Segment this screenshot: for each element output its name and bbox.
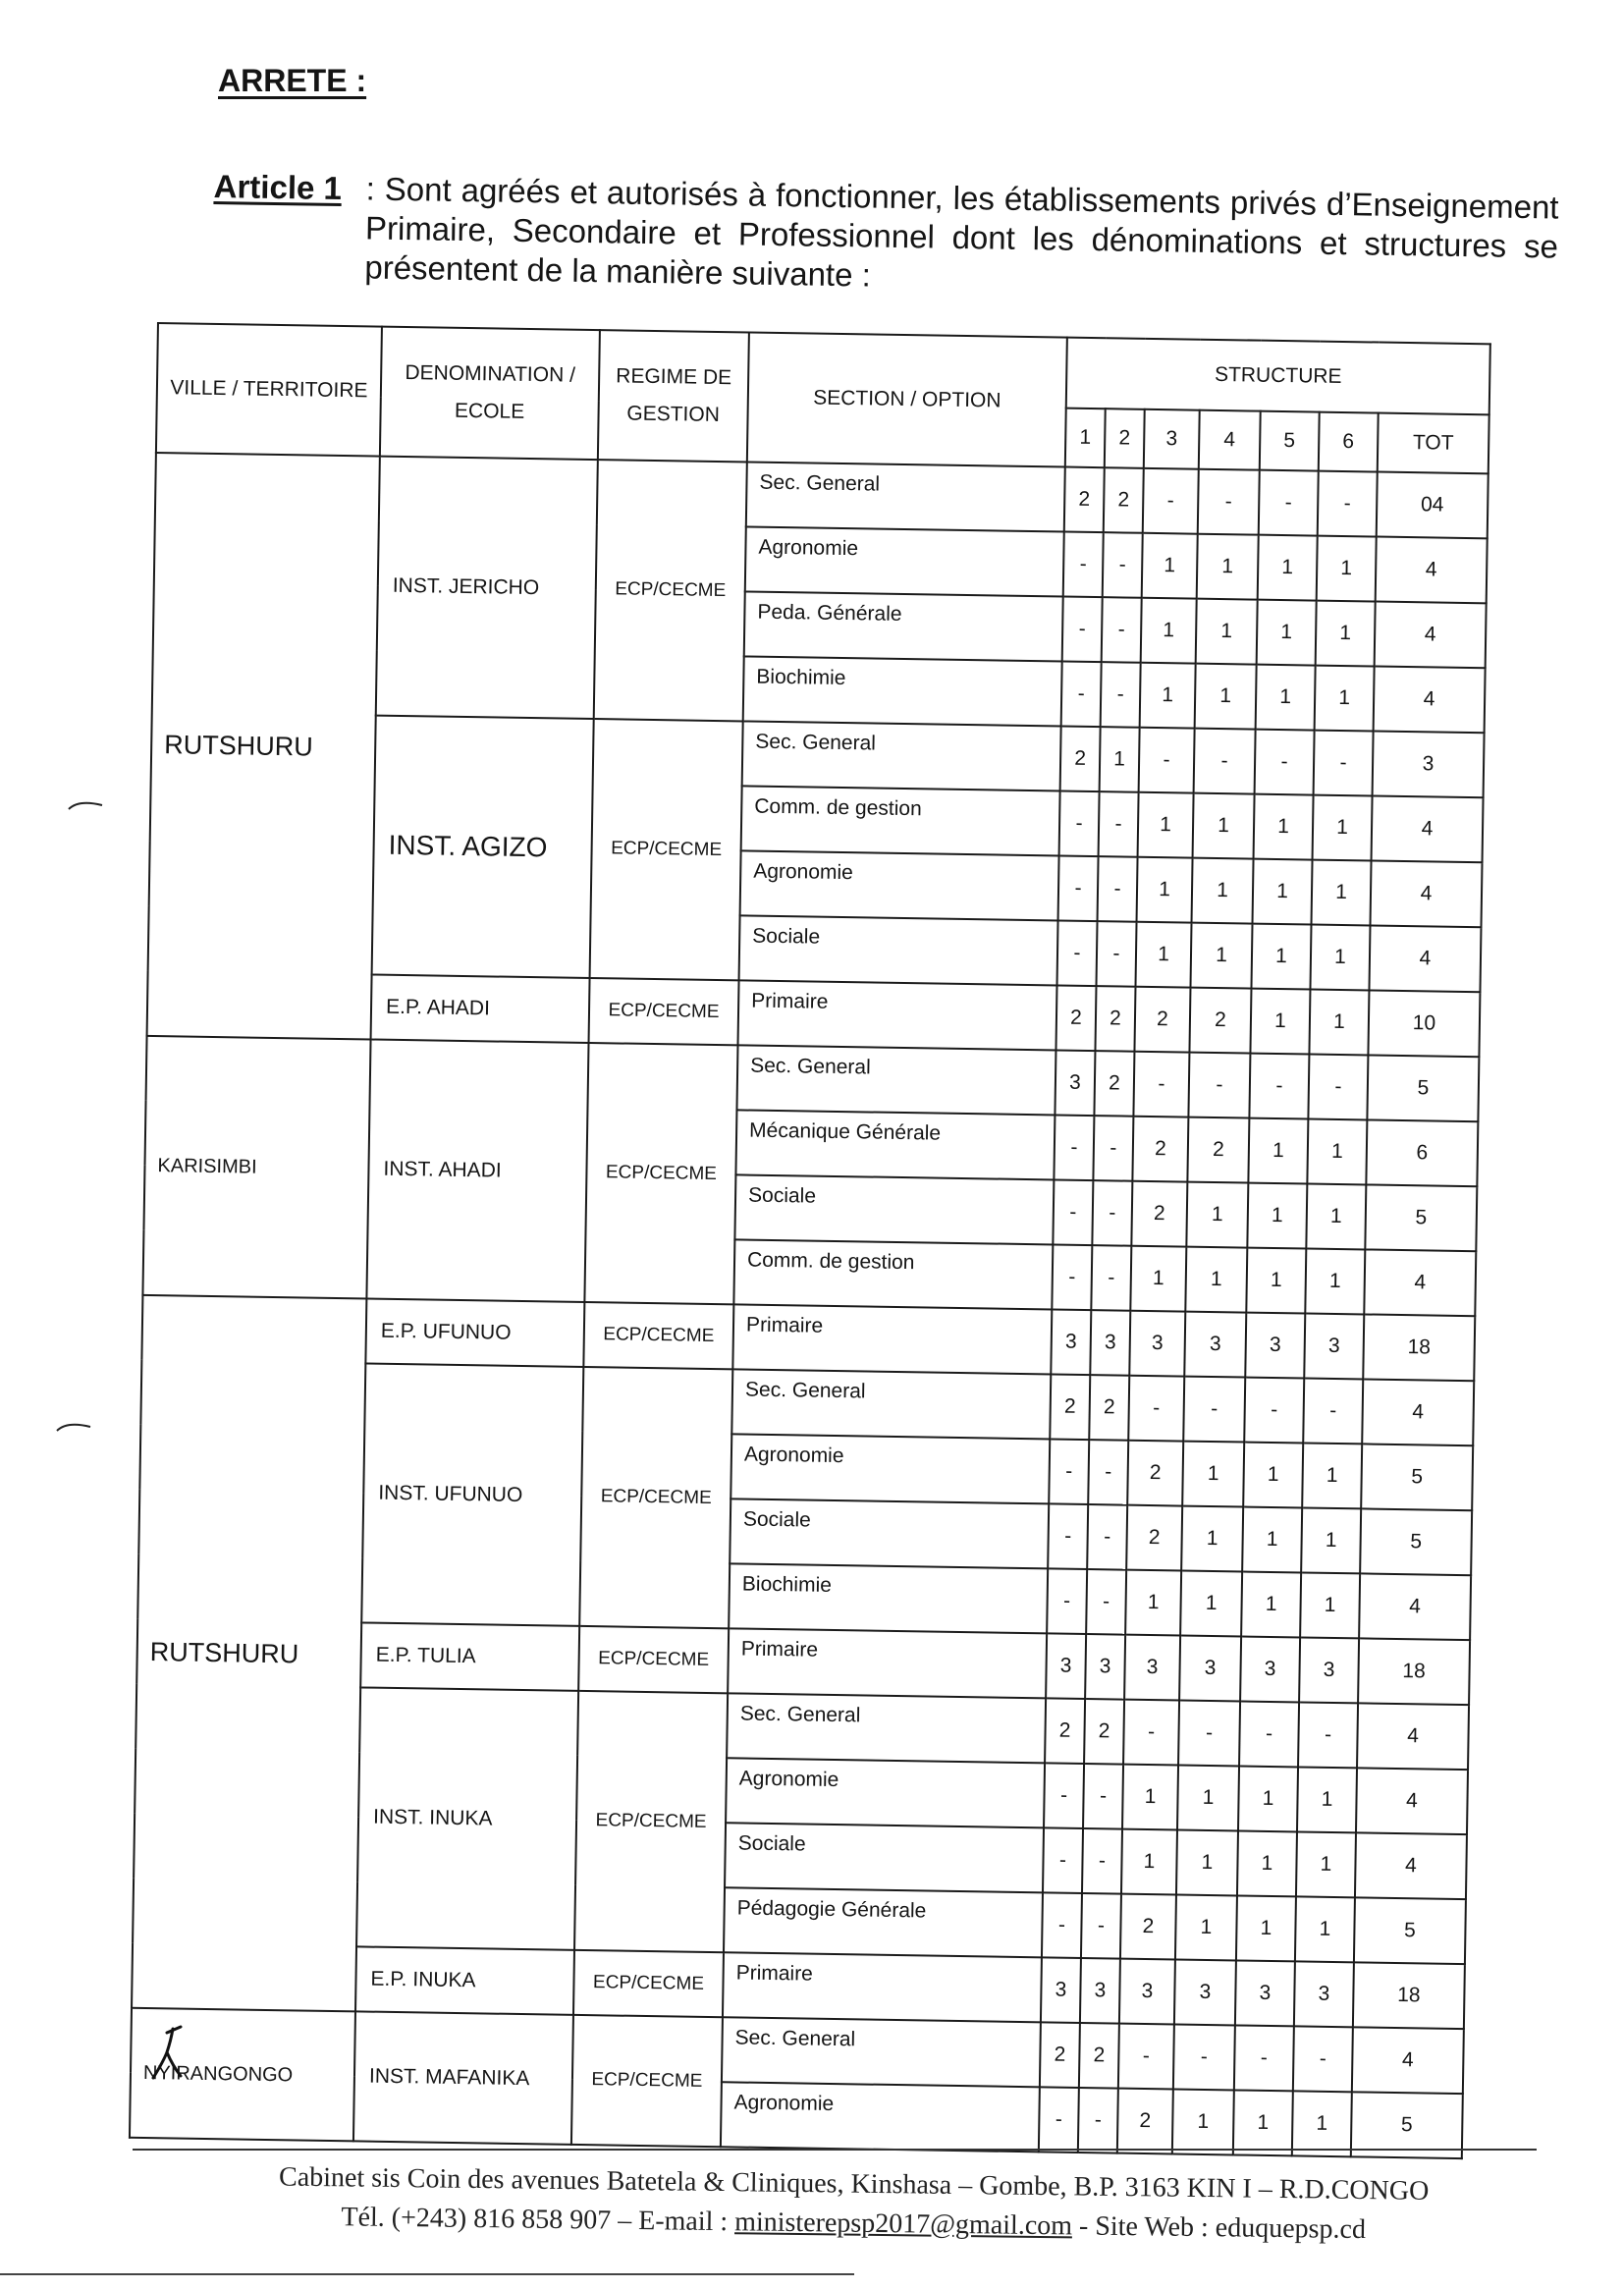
regime-cell: ECP/CECME xyxy=(590,719,743,980)
structure-cell: - xyxy=(1298,1702,1358,1768)
structure-cell: - xyxy=(1092,1180,1132,1246)
structure-cell: 3 xyxy=(1129,1311,1185,1377)
structure-cell: - xyxy=(1083,1764,1123,1829)
structure-cell: 1 xyxy=(1140,663,1196,729)
structure-cell: 1 xyxy=(1142,533,1198,599)
section-cell: Agronomie xyxy=(731,1434,1050,1503)
structure-cell: - xyxy=(1053,1179,1093,1245)
article-label: Article 1 xyxy=(213,167,343,207)
structure-cell: 2 xyxy=(1094,1051,1134,1117)
section-cell: Primaire xyxy=(738,980,1057,1050)
structure-cell: 1 xyxy=(1182,1442,1244,1507)
ville-cell: KARISIMBI xyxy=(142,1036,370,1299)
total-cell: 3 xyxy=(1373,732,1485,798)
regime-cell: ECP/CECME xyxy=(573,1950,724,2017)
header-structure: STRUCTURE xyxy=(1066,338,1490,415)
section-cell: Primaire xyxy=(732,1304,1052,1374)
total-cell: 6 xyxy=(1366,1119,1478,1186)
structure-cell: - xyxy=(1058,855,1099,921)
structure-cell: - xyxy=(1042,1892,1082,1958)
section-cell: Sociale xyxy=(734,1174,1054,1244)
structure-cell: 1 xyxy=(1135,922,1191,988)
table-header xyxy=(156,323,1490,473)
regime-cell: ECP/CECME xyxy=(578,1626,729,1693)
total-cell: 04 xyxy=(1377,472,1489,539)
section-cell: Agronomie xyxy=(740,850,1059,920)
total-cell: 5 xyxy=(1365,1184,1477,1251)
header-col-3: 3 xyxy=(1144,409,1200,469)
structure-cell: 3 xyxy=(1090,1310,1130,1376)
section-cell: Sociale xyxy=(725,1823,1044,1892)
structure-cell: 1 xyxy=(1125,1570,1181,1636)
total-cell: 4 xyxy=(1374,667,1486,734)
ville-cell: RUTSHURU xyxy=(132,1295,366,2011)
structure-cell: - xyxy=(1173,2024,1235,2090)
regime-cell: ECP/CECME xyxy=(594,460,747,721)
total-cell: 4 xyxy=(1371,860,1483,927)
structure-cell: 3 xyxy=(1051,1309,1091,1375)
section-cell: Sec. General xyxy=(722,2017,1041,2087)
total-cell: 18 xyxy=(1353,1962,1465,2029)
structure-cell: - xyxy=(1099,791,1139,857)
structure-cell: 1 xyxy=(1247,1183,1307,1249)
footer-tel: Tél. (+243) 816 858 907 – E-mail : xyxy=(341,2202,735,2238)
structure-cell: - xyxy=(1103,532,1143,598)
structure-cell: 1 xyxy=(1312,860,1372,926)
structure-cell: 1 xyxy=(1172,2089,1234,2154)
header-col-6: 6 xyxy=(1319,412,1379,472)
structure-cell: 1 xyxy=(1192,858,1254,924)
structure-cell: 3 xyxy=(1124,1635,1180,1701)
section-cell: Mécanique Générale xyxy=(735,1110,1055,1179)
structure-cell: - xyxy=(1178,1701,1240,1767)
header-section: SECTION / OPTION xyxy=(747,332,1067,466)
handwritten-signature xyxy=(147,2023,226,2082)
total-cell: 18 xyxy=(1363,1314,1475,1381)
structure-cell: - xyxy=(1078,2088,1118,2153)
structure-cell: 1 xyxy=(1190,923,1252,989)
structure-cell: - xyxy=(1183,1377,1245,1443)
schools-table xyxy=(129,322,1491,2159)
structure-cell: 1 xyxy=(1196,599,1258,665)
structure-cell: 1 xyxy=(1307,1119,1367,1185)
regime-cell: ECP/CECME xyxy=(584,1043,737,1304)
structure-cell: 1 xyxy=(1257,600,1317,666)
structure-cell: - xyxy=(1128,1376,1184,1442)
footer-site: - Site Web : eduquepsp.cd xyxy=(1071,2210,1367,2246)
structure-cell: 1 xyxy=(1306,1184,1366,1250)
section-cell: Agronomie xyxy=(745,526,1064,596)
structure-cell: 1 xyxy=(1256,665,1316,731)
structure-cell: 1 xyxy=(1248,1118,1308,1184)
header-col-5: 5 xyxy=(1260,411,1320,471)
structure-cell: - xyxy=(1091,1245,1131,1311)
structure-cell: 1 xyxy=(1296,1831,1356,1897)
regime-cell: ECP/CECME xyxy=(571,2015,723,2147)
total-cell: 4 xyxy=(1352,2027,1464,2094)
structure-cell: 1 xyxy=(1122,1765,1178,1830)
structure-cell: 2 xyxy=(1131,1181,1187,1247)
structure-cell: 1 xyxy=(1243,1443,1303,1508)
structure-cell: - xyxy=(1087,1504,1127,1570)
ville-cell: NYIRANGONGO xyxy=(130,2008,355,2142)
section-cell: Sociale xyxy=(739,915,1058,985)
margin-tick-mark xyxy=(67,797,106,813)
structure-cell: - xyxy=(1043,1827,1083,1893)
structure-cell: 1 xyxy=(1251,924,1311,990)
structure-cell: 3 xyxy=(1299,1637,1359,1703)
structure-cell: 1 xyxy=(1300,1572,1360,1638)
structure-cell: - xyxy=(1047,1568,1087,1634)
structure-cell: - xyxy=(1054,1115,1094,1180)
total-cell: 5 xyxy=(1351,2092,1463,2158)
structure-cell: - xyxy=(1101,662,1141,728)
structure-cell: 1 xyxy=(1175,1895,1237,1961)
structure-cell: 3 xyxy=(1304,1313,1364,1379)
school-name-cell: E.P. UFUNUO xyxy=(365,1298,584,1366)
structure-cell: - xyxy=(1244,1378,1304,1444)
structure-cell: 1 xyxy=(1177,1766,1239,1831)
total-cell: 5 xyxy=(1354,1897,1466,1964)
structure-cell: 3 xyxy=(1080,1958,1120,2024)
structure-cell: 1 xyxy=(1185,1247,1247,1313)
regime-cell: ECP/CECME xyxy=(574,1691,728,1952)
structure-cell: - xyxy=(1143,468,1199,534)
structure-cell: - xyxy=(1049,1439,1089,1504)
structure-cell: 1 xyxy=(1295,1896,1355,1962)
structure-cell: 1 xyxy=(1305,1248,1365,1314)
school-name-cell: E.P. AHADI xyxy=(371,975,590,1043)
structure-cell: 1 xyxy=(1242,1507,1302,1573)
structure-cell: 2 xyxy=(1089,1375,1129,1441)
table-body xyxy=(130,453,1489,2158)
structure-cell: - xyxy=(1048,1503,1088,1569)
structure-cell: 2 xyxy=(1127,1441,1183,1506)
total-cell: 4 xyxy=(1369,925,1481,992)
structure-cell: 1 xyxy=(1181,1506,1243,1572)
structure-cell: 1 xyxy=(1317,536,1377,602)
structure-cell: 1 xyxy=(1237,1830,1297,1896)
structure-cell: - xyxy=(1293,2026,1353,2092)
section-cell: Primaire xyxy=(723,1952,1042,2022)
structure-cell: 1 xyxy=(1197,534,1259,600)
structure-cell: 3 xyxy=(1041,1957,1081,2023)
structure-cell: 2 xyxy=(1045,1698,1085,1764)
structure-cell: 1 xyxy=(1297,1767,1357,1832)
structure-cell: - xyxy=(1088,1440,1128,1505)
total-cell: 4 xyxy=(1375,602,1487,669)
structure-cell: 1 xyxy=(1246,1248,1306,1314)
structure-cell: 1 xyxy=(1186,1182,1248,1248)
structure-cell: - xyxy=(1059,791,1100,857)
section-cell: Comm. de gestion xyxy=(733,1239,1053,1309)
school-name-cell: INST. MAFANIKA xyxy=(353,2011,573,2144)
structure-cell: - xyxy=(1057,920,1098,986)
structure-cell: 1 xyxy=(1316,601,1376,667)
total-cell: 4 xyxy=(1359,1573,1471,1640)
structure-cell: 1 xyxy=(1138,792,1194,858)
structure-cell: 2 xyxy=(1187,1117,1249,1183)
structure-cell: 2 xyxy=(1189,988,1251,1054)
structure-cell: - xyxy=(1052,1244,1092,1310)
total-cell: 5 xyxy=(1360,1508,1472,1575)
structure-cell: - xyxy=(1118,2024,1174,2090)
school-name-cell: E.P. INUKA xyxy=(355,1946,574,2014)
section-cell: Agronomie xyxy=(726,1758,1045,1827)
structure-cell: - xyxy=(1318,471,1378,537)
structure-cell: - xyxy=(1314,731,1374,796)
structure-cell: 1 xyxy=(1195,664,1257,730)
footer-email-link[interactable]: ministerepsp2017@gmail.com xyxy=(733,2207,1073,2242)
section-cell: Sec. General xyxy=(727,1693,1046,1763)
header-col-1: 1 xyxy=(1065,409,1106,468)
section-cell: Agronomie xyxy=(721,2082,1040,2152)
structure-cell: 2 xyxy=(1040,2022,1080,2088)
structure-cell: - xyxy=(1198,469,1260,535)
structure-cell: 3 xyxy=(1085,1634,1125,1700)
structure-cell: - xyxy=(1249,1054,1309,1119)
structure-cell: - xyxy=(1102,597,1142,663)
regime-cell: ECP/CECME xyxy=(579,1367,732,1628)
structure-cell: - xyxy=(1044,1763,1084,1828)
regime-cell: ECP/CECME xyxy=(583,1302,733,1369)
structure-cell: - xyxy=(1239,1701,1299,1767)
structure-cell: - xyxy=(1096,921,1136,987)
regime-cell: ECP/CECME xyxy=(589,978,739,1045)
structure-cell: - xyxy=(1255,730,1315,795)
structure-cell: - xyxy=(1039,2087,1079,2153)
structure-cell: 3 xyxy=(1184,1312,1246,1378)
structure-cell: 2 xyxy=(1126,1505,1182,1571)
school-name-cell: INST. JERICHO xyxy=(376,457,598,719)
structure-cell: 2 xyxy=(1056,985,1096,1051)
page-footer xyxy=(156,2156,1551,2252)
footer-divider xyxy=(133,2149,1537,2151)
structure-cell: 1 xyxy=(1100,727,1140,792)
structure-cell: 1 xyxy=(1241,1572,1301,1638)
structure-cell: - xyxy=(1188,1053,1250,1118)
structure-cell: 2 xyxy=(1134,987,1190,1053)
total-cell: 4 xyxy=(1376,537,1488,604)
structure-cell: 3 xyxy=(1294,1961,1354,2027)
structure-cell: - xyxy=(1308,1055,1368,1120)
school-name-cell: INST. INUKA xyxy=(356,1687,578,1949)
structure-cell: - xyxy=(1082,1828,1122,1894)
structure-cell: 1 xyxy=(1180,1571,1242,1637)
total-cell: 5 xyxy=(1367,1055,1479,1121)
section-cell: Sociale xyxy=(730,1499,1049,1568)
structure-cell: 1 xyxy=(1301,1507,1361,1573)
total-cell: 4 xyxy=(1364,1249,1476,1316)
margin-tick-mark xyxy=(55,1419,94,1435)
structure-cell: 3 xyxy=(1046,1633,1086,1699)
structure-cell: 1 xyxy=(1313,795,1373,861)
structure-cell: 1 xyxy=(1309,990,1369,1056)
header-col-2: 2 xyxy=(1105,409,1145,468)
page-heading: ARRETE : xyxy=(218,63,367,98)
section-cell: Pédagogie Générale xyxy=(724,1887,1043,1957)
total-cell: 4 xyxy=(1357,1703,1469,1770)
footer-address: Cabinet sis Coin des avenues Batetela & Cliniques, Kinshasa – Gombe, B.P. 3163 KIN I – R.D.CONGO xyxy=(278,2161,1430,2207)
section-cell: Sec. General xyxy=(746,462,1065,531)
structure-cell: - xyxy=(1093,1116,1133,1181)
school-name-cell: INST. UFUNUO xyxy=(361,1363,583,1625)
structure-cell: 1 xyxy=(1292,2091,1352,2156)
structure-cell: 2 xyxy=(1120,1894,1176,1960)
total-cell: 5 xyxy=(1361,1444,1473,1510)
structure-cell: 2 xyxy=(1117,2089,1173,2154)
total-cell: 4 xyxy=(1355,1832,1467,1899)
structure-cell: - xyxy=(1123,1700,1179,1766)
structure-cell: 2 xyxy=(1060,727,1101,792)
structure-cell: 1 xyxy=(1193,793,1255,859)
structure-cell: 1 xyxy=(1141,598,1197,664)
structure-cell: - xyxy=(1139,728,1195,793)
structure-cell: 3 xyxy=(1174,1959,1236,2025)
structure-cell: 1 xyxy=(1258,535,1318,601)
structure-cell: 2 xyxy=(1064,467,1105,533)
structure-cell: 3 xyxy=(1240,1637,1300,1703)
section-cell: Comm. de gestion xyxy=(741,786,1060,855)
school-name-cell: INST. AGIZO xyxy=(372,716,594,978)
ville-cell: RUTSHURU xyxy=(147,453,380,1040)
school-name-cell: E.P. TULIA xyxy=(360,1622,579,1690)
structure-cell: 2 xyxy=(1084,1699,1124,1765)
structure-cell: 1 xyxy=(1302,1443,1362,1508)
structure-cell: 1 xyxy=(1253,859,1313,925)
structure-cell: - xyxy=(1081,1893,1121,1959)
structure-cell: 1 xyxy=(1250,989,1310,1055)
section-cell: Sec. General xyxy=(742,721,1061,790)
structure-cell: 1 xyxy=(1254,794,1314,860)
structure-cell: - xyxy=(1234,2025,1294,2091)
header-col-tot: TOT xyxy=(1378,413,1489,474)
structure-cell: 2 xyxy=(1132,1117,1188,1182)
structure-cell: 2 xyxy=(1050,1374,1090,1440)
header-regime: REGIME DE GESTION xyxy=(598,330,749,462)
structure-cell: - xyxy=(1259,470,1319,536)
structure-cell: 2 xyxy=(1079,2023,1119,2089)
structure-cell: 2 xyxy=(1104,467,1144,533)
section-cell: Sec. General xyxy=(736,1045,1056,1115)
structure-cell: 3 xyxy=(1179,1636,1241,1702)
total-cell: 18 xyxy=(1358,1638,1470,1705)
structure-cell: 1 xyxy=(1238,1766,1298,1831)
article-1 xyxy=(212,167,1559,306)
structure-cell: - xyxy=(1303,1378,1363,1444)
structure-cell: 1 xyxy=(1315,666,1375,732)
schools-table-wrapper xyxy=(129,322,1489,2159)
structure-cell: 3 xyxy=(1235,1960,1295,2026)
header-col-4: 4 xyxy=(1199,410,1261,470)
section-cell: Primaire xyxy=(728,1628,1047,1698)
structure-cell: 1 xyxy=(1236,1895,1296,1961)
school-name-cell: INST. AHADI xyxy=(366,1040,588,1302)
structure-cell: 1 xyxy=(1233,2090,1293,2155)
structure-cell: 1 xyxy=(1176,1830,1238,1896)
header-denomination: DENOMINATION / ECOLE xyxy=(380,327,600,460)
section-cell: Peda. Générale xyxy=(744,591,1063,661)
section-cell: Biochimie xyxy=(729,1563,1048,1633)
bottom-divider xyxy=(0,2273,854,2275)
structure-cell: 3 xyxy=(1245,1313,1305,1379)
structure-cell: 3 xyxy=(1119,1959,1175,2025)
structure-cell: 1 xyxy=(1121,1829,1177,1895)
total-cell: 4 xyxy=(1372,795,1484,862)
section-cell: Sec. General xyxy=(731,1369,1051,1439)
structure-cell: - xyxy=(1133,1052,1189,1117)
structure-cell: - xyxy=(1098,856,1138,922)
structure-cell: - xyxy=(1062,597,1103,663)
section-cell: Biochimie xyxy=(743,656,1062,726)
structure-cell: 3 xyxy=(1055,1050,1095,1116)
structure-cell: 1 xyxy=(1310,925,1370,991)
structure-cell: - xyxy=(1194,729,1256,794)
total-cell: 10 xyxy=(1368,990,1480,1057)
article-text: : Sont agréés et autorisés à fonctionner, les établissements privés d’Enseignement Primaire, Secondaire et Professionnel dont les dénominations et structures se présentent de la manière suivante : xyxy=(364,170,1559,294)
total-cell: 4 xyxy=(1362,1379,1474,1445)
structure-cell: - xyxy=(1086,1569,1126,1635)
header-ville: VILLE / TERRITOIRE xyxy=(156,323,382,457)
structure-cell: 2 xyxy=(1095,986,1135,1052)
total-cell: 4 xyxy=(1356,1768,1468,1834)
structure-cell: 1 xyxy=(1137,857,1193,923)
structure-cell: - xyxy=(1063,532,1104,598)
structure-cell: - xyxy=(1061,662,1102,728)
structure-cell: 1 xyxy=(1130,1246,1186,1312)
